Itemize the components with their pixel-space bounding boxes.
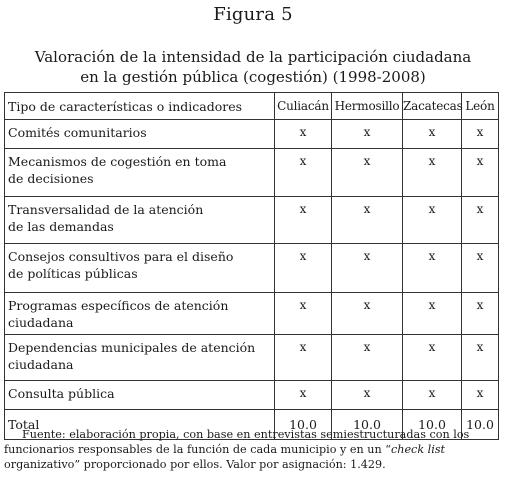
row-mark: x — [332, 149, 403, 197]
row-label-line: Consejos consultivos para el diseño — [8, 249, 234, 264]
row-label-line: ciudadana — [8, 357, 74, 372]
row-mark: x — [332, 120, 403, 149]
total-value-zacatecas: 10.0 — [403, 410, 462, 440]
row-mark: x — [332, 293, 403, 335]
source-note-text-1: Fuente: elaboración propia, con base en entrevistas semiestructuradas con los funcionarios responsables de la función de cada municipio y en un “ — [4, 428, 470, 456]
row-label-line: Programas específicos de atención ciudadana — [8, 298, 229, 330]
row-mark: x — [403, 335, 462, 381]
row-label — [5, 335, 275, 381]
row-mark: x — [275, 197, 332, 244]
total-value-leon: 10.0 — [462, 410, 499, 440]
row-mark: x — [275, 244, 332, 293]
table-row — [5, 149, 499, 197]
header-indicator: Tipo de características o indicadores — [5, 93, 275, 120]
row-mark: x — [462, 149, 499, 197]
total-value-culiacan: 10.0 — [275, 410, 332, 440]
row-mark: x — [403, 381, 462, 410]
row-mark: x — [332, 244, 403, 293]
row-mark: x — [332, 197, 403, 244]
table-header-row — [5, 93, 499, 120]
row-mark: x — [462, 244, 499, 293]
total-value-hermosillo: 10.0 — [332, 410, 403, 440]
table-title-line-2: en la gestión pública (cogestión) (1998-2008) — [80, 68, 426, 86]
row-mark: x — [275, 149, 332, 197]
row-mark: x — [403, 120, 462, 149]
row-label-line: Transversalidad de la atención — [8, 202, 204, 217]
row-mark: x — [332, 335, 403, 381]
row-label-line: Mecanismos de cogestión en toma — [8, 154, 227, 169]
row-mark: x — [403, 149, 462, 197]
row-mark: x — [275, 120, 332, 149]
row-mark: x — [403, 197, 462, 244]
source-note-italic: check list — [390, 443, 446, 456]
table-row — [5, 381, 499, 410]
table-row — [5, 197, 499, 244]
table-row — [5, 244, 499, 293]
header-hermosillo: Hermosillo — [332, 93, 403, 120]
header-leon: León — [462, 93, 499, 120]
row-label-line: de políticas públicas — [8, 266, 138, 281]
row-mark: x — [275, 381, 332, 410]
row-label — [5, 293, 275, 335]
row-mark: x — [332, 381, 403, 410]
row-mark: x — [462, 120, 499, 149]
row-mark: x — [403, 293, 462, 335]
participation-table — [4, 92, 499, 440]
row-label — [5, 149, 275, 197]
row-label — [5, 120, 275, 149]
row-mark: x — [462, 335, 499, 381]
total-label: Total — [5, 410, 275, 440]
row-label — [5, 381, 275, 410]
table-row — [5, 120, 499, 149]
table-row — [5, 293, 499, 335]
row-mark: x — [275, 293, 332, 335]
table-row — [5, 335, 499, 381]
header-culiacan: Culiacán — [275, 93, 332, 120]
row-label-line: de las demandas — [8, 219, 114, 234]
figure-label: Figura 5 — [213, 4, 293, 25]
row-mark: x — [275, 335, 332, 381]
row-label — [5, 244, 275, 293]
row-mark: x — [462, 197, 499, 244]
table-title-line-1: Valoración de la intensidad de la participación ciudadana — [34, 48, 472, 66]
row-mark: x — [403, 244, 462, 293]
row-label-line: Comités comunitarios — [8, 125, 147, 140]
table-body — [5, 120, 499, 410]
row-label-line: Consulta pública — [8, 386, 115, 401]
row-label-line: de decisiones — [8, 171, 94, 186]
row-label — [5, 197, 275, 244]
source-note — [4, 427, 498, 472]
table-title — [0, 47, 506, 87]
row-label-line: Dependencias municipales de atención — [8, 340, 256, 355]
row-mark: x — [462, 381, 499, 410]
header-zacatecas: Zacatecas — [403, 93, 462, 120]
row-mark: x — [462, 293, 499, 335]
source-note-text-2: organizativo” proporcionado por ellos. Valor por asignación: 1.429. — [4, 458, 386, 471]
